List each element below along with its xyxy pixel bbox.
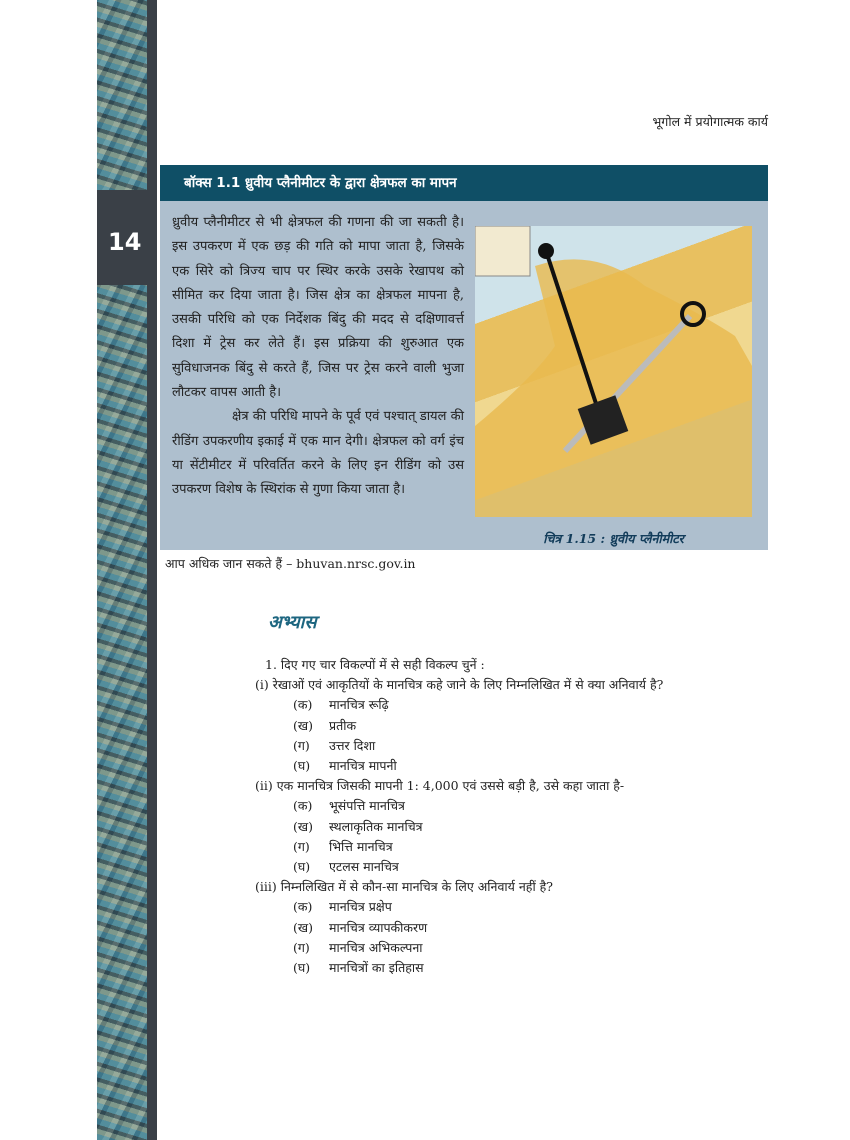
sub-question	[255, 675, 663, 776]
sub-question-text: एक मानचित्र जिसकी मापनी 1: 4,000 एवं उससे बड़ी है, उसे कहा जाता है-	[276, 778, 625, 794]
option: (ग) भित्ति मानचित्र	[293, 838, 393, 854]
figure-caption: चित्र 1.15 : ध्रुवीय प्लैनीमीटर	[543, 531, 684, 546]
exercise-list	[255, 655, 663, 978]
planimeter-figure	[475, 226, 752, 517]
box-paragraph: ध्रुवीय प्लैनीमीटर से भी क्षेत्रफल की गणना की जा सकती है। इस उपकरण में एक छड़ की गति को मापा जाता है, जिसके एक सिरे को त्रिज्य चाप पर स्थिर करके उसके रेखापथ को सीमित कर दिया जाता है। जिस क्षेत्र का क्षेत्रफल मापना है, उसकी परिधि को एक निर्देशक बिंदु की मदद से दक्षिणावर्त्त दिशा में ट्रेस कर लेते हैं। इस प्रक्रिया की शुरुआत एक सुविधाजनक बिंदु से करते हैं, जिस पर ट्रेस करने वाली भुजा लौटकर वापस आती है।	[172, 215, 464, 401]
running-header: भूगोल में प्रयोगात्मक कार्य	[652, 114, 768, 129]
sub-question-number: (ii)	[255, 778, 273, 794]
sub-question-number: (iii)	[255, 879, 277, 895]
box-title: बॉक्स 1.1 ध्रुवीय प्लैनीमीटर के द्वारा क्षेत्रफल का मापन	[160, 165, 768, 201]
box-paragraph: क्षेत्र की परिधि मापने के पूर्व एवं पश्चात् डायल की रीडिंग उपकरणीय इकाई में एक मान देगी। क्षेत्रफल को वर्ग इंच या सेंटीमीटर में परिवर्तित करने के लिए इन रीडिंग को उस उपकरण विशेष के स्थिरांक से गुणा किया जाता है।	[172, 409, 464, 498]
exercise-heading: अभ्यास	[268, 612, 317, 633]
option: (ख) प्रतीक	[293, 717, 357, 733]
satellite-image-strip	[97, 0, 147, 190]
box-text	[172, 211, 464, 503]
sub-question	[255, 877, 663, 978]
margin-band	[147, 0, 157, 1140]
option: (घ) मानचित्र मापनी	[293, 758, 397, 774]
option: (ख) मानचित्र व्यापकीकरण	[293, 919, 428, 935]
satellite-image-strip	[97, 285, 147, 1140]
option: (क) मानचित्र प्रक्षेप	[293, 899, 392, 915]
option: (ख) स्थलाकृतिक मानचित्र	[293, 818, 423, 834]
sub-question-text: निम्नलिखित में से कौन-सा मानचित्र के लिए अनिवार्य नहीं है?	[280, 879, 553, 895]
sub-question-text: रेखाओं एवं आकृतियों के मानचित्र कहे जाने के लिए निम्नलिखित में से क्या अनिवार्य है?	[272, 677, 664, 693]
sub-question	[255, 776, 663, 877]
option: (क) भूसंपत्ति मानचित्र	[293, 798, 405, 814]
page-number: 14	[108, 228, 142, 256]
option: (क) मानचित्र रूढ़ि	[293, 697, 389, 713]
option: (घ) मानचित्रों का इतिहास	[293, 960, 424, 976]
option: (ग) मानचित्र अभिकल्पना	[293, 939, 423, 955]
sub-question-number: (i)	[255, 677, 269, 693]
question-1: 1. दिए गए चार विकल्पों में से सही विकल्प चुनें :	[265, 657, 485, 672]
option: (घ) एटलस मानचित्र	[293, 859, 399, 875]
more-info-link[interactable]: आप अधिक जान सकते हैं – bhuvan.nrsc.gov.in	[165, 556, 416, 571]
option: (ग) उत्तर दिशा	[293, 737, 376, 753]
